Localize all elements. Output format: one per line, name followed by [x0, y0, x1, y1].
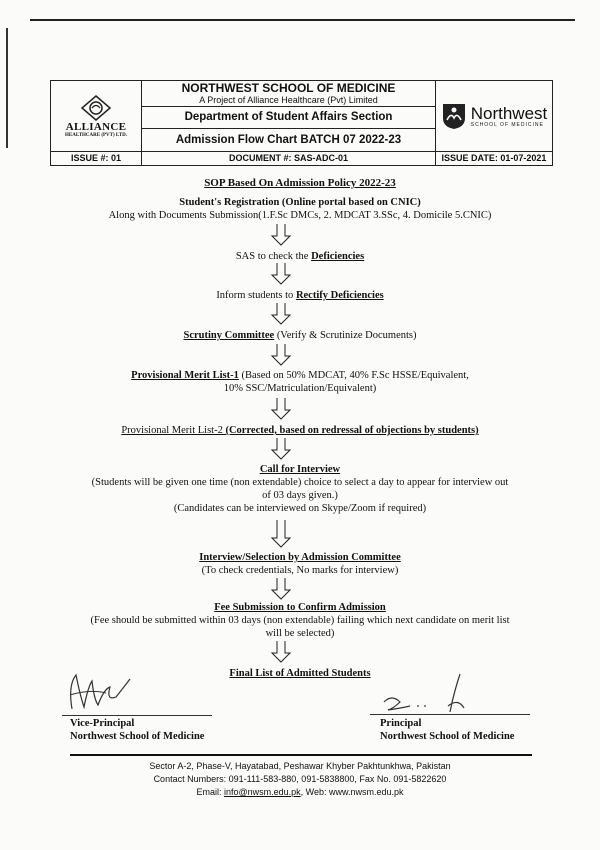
- alliance-logo-sub: HEALTHCARE (PVT) LTD.: [64, 132, 127, 138]
- down-arrow-icon: [271, 520, 291, 548]
- step-merit-list-2: [60, 424, 540, 437]
- vice-principal-org: Northwest School of Medicine: [70, 731, 205, 742]
- step-final-list-title: Final List of Admitted Students: [229, 668, 371, 679]
- northwest-logo-text: [471, 105, 548, 128]
- footer-address: Sector A-2, Phase-V, Hayatabad, Peshawar Khyber Pakhtunkhwa, Pakistan: [149, 761, 451, 771]
- step-scrutiny-key: Scrutiny Committee: [183, 330, 275, 341]
- step-interview-selection: [60, 551, 540, 577]
- alliance-logo: [51, 81, 142, 151]
- step-call-interview-line1: (Students will be given one time (non extendable) choice to select a day to appear for interview out: [91, 477, 509, 488]
- school-name: NORTHWEST SCHOOL OF MEDICINE: [181, 81, 396, 95]
- down-arrow-icon: [271, 263, 291, 285]
- down-arrow-icon: [271, 344, 291, 366]
- top-rule: [30, 19, 575, 21]
- step-merit-list-1: [60, 369, 540, 395]
- step-merit-list-2-text: Provisional Merit List-2: [121, 425, 226, 436]
- vice-principal-signature-icon: [60, 665, 140, 715]
- step-merit-list-1-text: (Based on 50% MDCAT, 40% F.Sc HSSE/Equivalent,: [238, 370, 469, 381]
- alliance-emblem-icon: [81, 95, 111, 121]
- step-interview-selection-title: Interview/Selection by Admission Committee: [199, 552, 401, 563]
- step-merit-list-1-key: Provisional Merit List-1: [131, 370, 239, 381]
- footer-email-label: Email:: [196, 787, 224, 797]
- step-registration-detail: Along with Documents Submission(1.F.Sc DMCs, 2. MDCAT 3.SSc, 4. Domicile 5.CNIC): [108, 210, 492, 221]
- step-registration: [60, 196, 540, 222]
- vice-principal-signature-line: [62, 715, 212, 716]
- footer-contacts: Contact Numbers: 091-111-583-880, 091-5838800, Fax No. 091-5822620: [153, 774, 447, 784]
- department-name: Department of Student Affairs Section: [142, 107, 435, 129]
- header-meta-row: [51, 152, 552, 165]
- step-interview-selection-line1: (To check credentials, No marks for interview): [201, 565, 399, 576]
- step-fee-submission-line1: (Fee should be submitted within 03 days (non extendable) failing which next candidate on merit list: [90, 615, 510, 626]
- step-rectify: [60, 289, 540, 302]
- header-center: [142, 81, 435, 151]
- project-line: A Project of Alliance Healthcare (Pvt) Limited: [199, 95, 378, 105]
- footer-web: , Web: www.nwsm.edu.pk: [300, 787, 404, 797]
- footer-rule: [70, 754, 532, 756]
- principal-signature-line: [370, 714, 530, 715]
- issue-date: ISSUE DATE: 01-07-2021: [435, 152, 552, 165]
- northwest-logo-name: Northwest: [470, 103, 548, 123]
- down-arrow-icon: [271, 438, 291, 460]
- step-check-text: SAS to check the: [235, 251, 312, 262]
- header-main-row: [51, 81, 552, 152]
- document-number: DOCUMENT #: SAS-ADC-01: [228, 153, 348, 163]
- sop-title: SOP Based On Admission Policy 2022-23: [204, 177, 396, 189]
- step-scrutiny: [60, 329, 540, 342]
- step-call-interview-line2: of 03 days given.): [262, 490, 338, 501]
- step-scrutiny-text: (Verify & Scrutinize Documents): [274, 330, 417, 341]
- down-arrow-icon: [271, 398, 291, 420]
- step-merit-list-1-line1: [60, 369, 540, 382]
- step-check-key: Deficiencies: [311, 251, 365, 262]
- step-call-interview-title: Call for Interview: [259, 464, 341, 475]
- footer-email-web: [0, 786, 600, 799]
- step-fee-submission-line2: will be selected): [265, 628, 335, 639]
- step-check-deficiencies: [60, 250, 540, 263]
- step-fee-submission-title: Fee Submission to Confirm Admission: [214, 602, 386, 613]
- header-school-cell: [142, 81, 435, 107]
- issue-number: ISSUE #: 01: [51, 152, 142, 165]
- vice-principal-block: [70, 717, 204, 743]
- down-arrow-icon: [271, 578, 291, 600]
- down-arrow-icon: [271, 303, 291, 325]
- step-call-interview: [40, 463, 560, 515]
- left-margin-rule: [6, 28, 8, 148]
- step-rectify-key: Rectify Deficiencies: [295, 290, 384, 301]
- down-arrow-icon: [271, 224, 291, 246]
- principal-org: Northwest School of Medicine: [380, 731, 515, 742]
- step-rectify-text: Inform students to: [216, 290, 296, 301]
- step-call-interview-line3: (Candidates can be interviewed on Skype/Zoom if required): [173, 503, 427, 514]
- northwest-emblem-icon: [441, 102, 467, 130]
- step-merit-list-1-line2: 10% SSC/Matriculation/Equivalent): [223, 383, 377, 394]
- doc-title: Admission Flow Chart BATCH 07 2022-23: [175, 134, 402, 146]
- northwest-logo: [435, 81, 552, 151]
- northwest-logo-sub: SCHOOL OF MEDICINE: [470, 121, 544, 128]
- step-fee-submission: [40, 601, 560, 640]
- vice-principal-role: Vice-Principal: [70, 718, 135, 729]
- alliance-logo-name: ALLIANCE: [65, 120, 127, 133]
- document-header-table: [50, 80, 553, 166]
- step-merit-list-2-key: (Corrected, based on redressal of objections by students): [225, 425, 479, 436]
- footer-email-link[interactable]: info@nwsm.edu.pk: [223, 787, 301, 797]
- principal-signature-icon: [378, 668, 488, 716]
- principal-role: Principal: [380, 718, 422, 729]
- principal-block: [380, 717, 514, 743]
- down-arrow-icon: [271, 641, 291, 663]
- step-registration-title: Student's Registration (Online portal based on CNIC): [179, 197, 421, 208]
